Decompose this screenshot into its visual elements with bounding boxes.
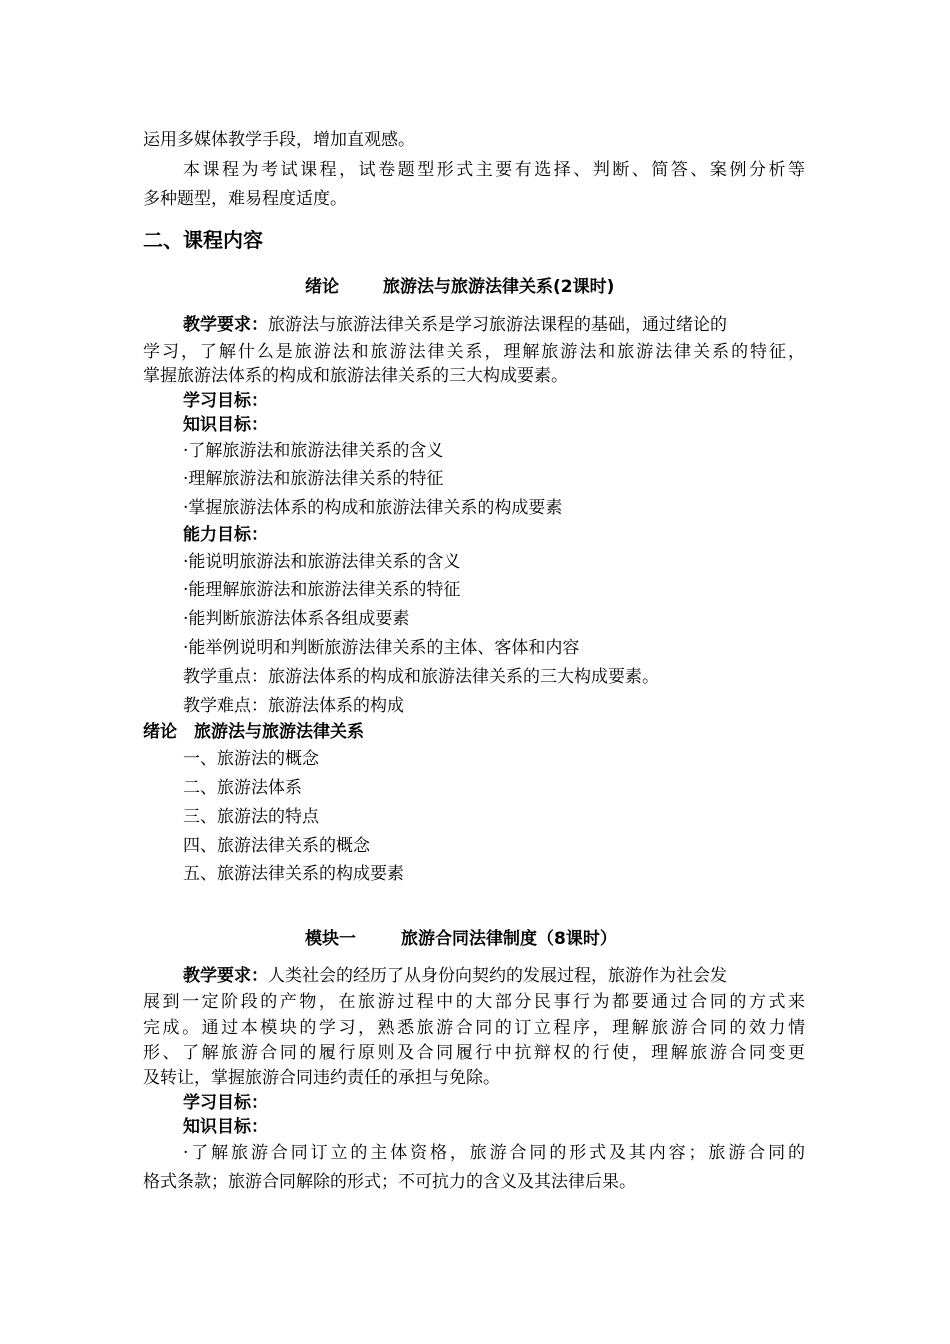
difficulty: 教学难点：旅游法体系的构成 <box>183 696 404 716</box>
requirement-line: 及转让，掌握旅游合同违约责任的承担与免除。 <box>143 1068 500 1088</box>
requirement-line: 学习，了解什么是旅游法和旅游法律关系，理解旅游法和旅游法律关系的特征， <box>143 342 805 362</box>
ability-item: ·能说明旅游法和旅游法律关系的含义 <box>183 552 461 572</box>
chapter-heading-title: 旅游法与旅游法律关系(2课时) <box>383 277 615 297</box>
requirement-line <box>183 964 805 988</box>
key-point: 教学重点：旅游法体系的构成和旅游法律关系的三大构成要素。 <box>183 667 659 687</box>
chapter-heading-title: 旅游合同法律制度（8课时） <box>401 929 617 949</box>
paragraph-line: 运用多媒体教学手段，增加直观感。 <box>143 130 415 150</box>
ability-goal-label: 能力目标： <box>183 525 268 545</box>
paragraph-line: 本课程为考试课程，试卷题型形式主要有选择、判断、简答、案例分析等 <box>183 160 805 180</box>
knowledge-item: ·掌握旅游法体系的构成和旅游法律关系的构成要素 <box>183 498 563 518</box>
knowledge-item: ·理解旅游法和旅游法律关系的特征 <box>183 469 444 489</box>
outline-item: 四、旅游法律关系的概念 <box>183 836 370 856</box>
knowledge-item: 格式条款；旅游合同解除的形式；不可抗力的含义及其法律后果。 <box>143 1172 636 1192</box>
chapter-heading-label: 模块一 <box>305 929 356 949</box>
ability-item: ·能判断旅游法体系各组成要素 <box>183 609 410 629</box>
outline-item: 五、旅游法律关系的构成要素 <box>183 864 404 884</box>
outline-item: 一、旅游法的概念 <box>183 749 319 769</box>
knowledge-goal-label: 知识目标： <box>183 415 268 435</box>
outline-item: 二、旅游法体系 <box>183 778 302 798</box>
requirement-text: 人类社会的经历了从身份向契约的发展过程，旅游作为社会发 <box>268 966 727 986</box>
requirement-label: 教学要求： <box>183 315 268 335</box>
section-title: 二、课程内容 <box>143 228 263 252</box>
requirement-line: 形、了解旅游合同的履行原则及合同履行中抗辩权的行使，理解旅游合同变更 <box>143 1043 805 1063</box>
requirement-label: 教学要求： <box>183 966 268 986</box>
ability-item: ·能举例说明和判断旅游法律关系的主体、客体和内容 <box>183 638 580 658</box>
study-goal-label: 学习目标： <box>183 391 268 411</box>
knowledge-goal-label: 知识目标： <box>183 1117 268 1137</box>
knowledge-item: ·了解旅游合同订立的主体资格，旅游合同的形式及其内容；旅游合同的 <box>183 1143 805 1163</box>
study-goal-label: 学习目标： <box>183 1093 268 1113</box>
requirement-line: 展到一定阶段的产物，在旅游过程中的大部分民事行为都要通过合同的方式来 <box>143 992 805 1012</box>
knowledge-item: ·了解旅游法和旅游法律关系的含义 <box>183 441 444 461</box>
requirement-line: 完成。通过本模块的学习，熟悉旅游合同的订立程序，理解旅游合同的效力情 <box>143 1018 805 1038</box>
requirement-text: 旅游法与旅游法律关系是学习旅游法课程的基础，通过绪论的 <box>268 315 727 335</box>
outline-item: 三、旅游法的特点 <box>183 807 319 827</box>
outline-title: 绪论 旅游法与旅游法律关系 <box>143 722 364 742</box>
requirement-line <box>183 313 805 337</box>
chapter-heading-label: 绪论 <box>305 277 339 297</box>
ability-item: ·能理解旅游法和旅游法律关系的特征 <box>183 580 461 600</box>
paragraph-line: 多种题型，难易程度适度。 <box>143 189 347 209</box>
requirement-line: 掌握旅游法体系的构成和旅游法律关系的三大构成要素。 <box>143 366 568 386</box>
